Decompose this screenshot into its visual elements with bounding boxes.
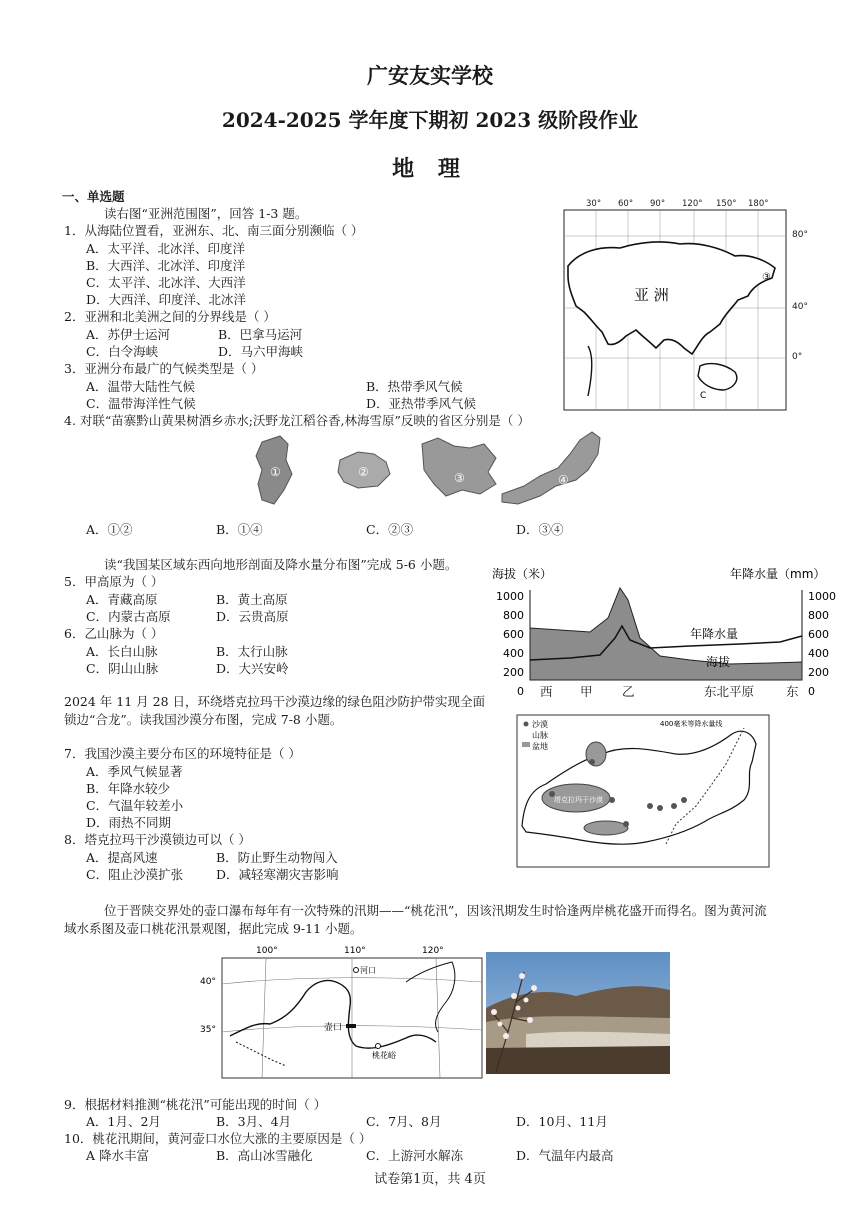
q10-option-c: C．上游河水解冻 bbox=[366, 1148, 464, 1163]
desert-legend-basin: 盆地 bbox=[532, 742, 548, 751]
q9-option-c: C．7月、8月 bbox=[366, 1114, 442, 1129]
intro-7-8-line-2: 锁边“合龙”。读我国沙漠分布图，完成 7-8 小题。 bbox=[64, 712, 343, 727]
profile-right-tick-0: 0 bbox=[808, 685, 815, 698]
q4-option-a: A．①② bbox=[86, 522, 133, 537]
profile-x-west: 西 bbox=[540, 684, 553, 699]
q7-option-c: C．气温年较差小 bbox=[86, 798, 184, 813]
asia-map bbox=[560, 196, 808, 412]
terrain-profile-chart bbox=[490, 560, 850, 700]
province-label-2: ② bbox=[358, 465, 369, 479]
profile-right-tick-200: 200 bbox=[808, 666, 829, 679]
q4-option-b: B．①④ bbox=[216, 522, 263, 537]
q1-option-b: B．大西洋、北冰洋、印度洋 bbox=[86, 258, 246, 273]
exam-title: 2024-2025 学年度下期初 2023 级阶段作业 bbox=[221, 108, 639, 132]
profile-left-tick-1000: 1000 bbox=[496, 590, 524, 603]
yr-lon-110: 110° bbox=[344, 946, 366, 956]
q10-option-d: D．气温年内最高 bbox=[516, 1148, 614, 1163]
profile-right-axis-title: 年降水量（mm） bbox=[730, 567, 826, 581]
q2-option-b: B．巴拿马运河 bbox=[218, 327, 303, 342]
yr-lat-35: 35° bbox=[200, 1025, 216, 1035]
q7-option-d: D．雨热不同期 bbox=[86, 815, 172, 830]
intro-1-3: 读右图“亚洲范围图”，回答 1-3 题。 bbox=[104, 206, 308, 221]
q5-option-a: A．青藏高原 bbox=[86, 592, 158, 607]
profile-left-tick-200: 200 bbox=[503, 666, 524, 679]
q4-option-c: C．②③ bbox=[366, 522, 414, 537]
intro-5-6: 读“我国某区域东西向地形剖面及降水量分布图”完成 5-6 小题。 bbox=[104, 557, 458, 572]
q8-option-a: A．提高风速 bbox=[86, 850, 158, 865]
profile-left-tick-400: 400 bbox=[503, 647, 524, 660]
profile-right-tick-400: 400 bbox=[808, 647, 829, 660]
place-hekou: 河口 bbox=[360, 966, 376, 975]
province-label-4: ④ bbox=[558, 473, 569, 487]
q8-option-d: D．减轻寒潮灾害影响 bbox=[216, 867, 339, 882]
q10-stem: 10．桃花汛期间，黄河壶口水位大涨的主要原因是（ ） bbox=[64, 1131, 372, 1146]
asia-letter-c: C bbox=[700, 391, 707, 401]
q10-option-a: A 降水丰富 bbox=[86, 1148, 150, 1163]
profile-right-tick-800: 800 bbox=[808, 609, 829, 622]
q3-option-c: C．温带海洋性气候 bbox=[86, 396, 196, 411]
q2-option-a: A．苏伊士运河 bbox=[86, 327, 171, 342]
province-label-1: ① bbox=[270, 465, 281, 479]
profile-left-tick-600: 600 bbox=[503, 628, 524, 641]
asia-lon-30: 30° bbox=[586, 199, 602, 209]
elevation-area-label: 海拔 bbox=[706, 655, 731, 669]
profile-x-jia: 甲 bbox=[580, 684, 593, 699]
q6-option-a: A．长白山脉 bbox=[86, 644, 158, 659]
q1-option-a: A．太平洋、北冰洋、印度洋 bbox=[86, 241, 246, 256]
q5-option-c: C．内蒙古高原 bbox=[86, 609, 171, 624]
q4-stem: 4. 对联“苗寨黔山黄果树酒乡赤水;沃野龙江稻谷香,林海雪原”反映的省区分别是（ ） bbox=[64, 413, 530, 428]
yr-lon-100: 100° bbox=[256, 946, 278, 956]
q2-stem: 2．亚洲和北美洲之间的分界线是（ ） bbox=[64, 309, 276, 324]
q3-option-a: A．温带大陆性气候 bbox=[86, 379, 196, 394]
asia-lon-150: 150° bbox=[716, 199, 737, 209]
asia-lat-40: 40° bbox=[792, 302, 808, 312]
q6-option-b: B．太行山脉 bbox=[216, 644, 288, 659]
profile-right-tick-600: 600 bbox=[808, 628, 829, 641]
peach-flood-photo bbox=[486, 952, 670, 1074]
q3-option-b: B．热带季风气候 bbox=[366, 379, 463, 394]
profile-left-tick-0: 0 bbox=[517, 685, 524, 698]
q6-option-d: D．大兴安岭 bbox=[216, 661, 289, 676]
profile-right-tick-1000: 1000 bbox=[808, 590, 836, 603]
q3-stem: 3．亚洲分布最广的气候类型是（ ） bbox=[64, 361, 264, 376]
asia-lon-120: 120° bbox=[682, 199, 703, 209]
q7-option-a: A．季风气候显著 bbox=[86, 764, 183, 779]
profile-x-plain: 东北平原 bbox=[704, 684, 755, 699]
yellow-river-map bbox=[196, 942, 486, 1082]
asia-lon-90: 90° bbox=[650, 199, 666, 209]
q1-stem: 1．从海陆位置看，亚洲东、北、南三面分别濒临（ ） bbox=[64, 223, 364, 238]
desert-legend-sand: 沙漠 bbox=[532, 720, 548, 729]
q4-option-d: D．③④ bbox=[516, 522, 564, 537]
place-taohuayu: 桃花峪 bbox=[372, 1051, 396, 1060]
q8-option-b: B．防止野生动物闯入 bbox=[216, 850, 338, 865]
intro-7-8-line-1: 2024 年 11 月 28 日，环绕塔克拉玛干沙漠边缘的绿色阻沙防护带实现全面 bbox=[64, 694, 485, 709]
q2-option-d: D．马六甲海峡 bbox=[218, 344, 304, 359]
page-footer: 试卷第1页，共 4页 bbox=[374, 1172, 486, 1187]
q5-stem: 5．甲高原为（ ） bbox=[64, 574, 164, 589]
asia-marker-3: ③ bbox=[762, 272, 771, 283]
asia-lat-80: 80° bbox=[792, 230, 808, 240]
intro-9-11-line-2: 域水系图及壶口桃花汛景观图，据此完成 9-11 小题。 bbox=[64, 921, 363, 936]
asia-lon-180: 180° bbox=[748, 199, 769, 209]
province-maps bbox=[240, 424, 620, 520]
q6-option-c: C．阴山山脉 bbox=[86, 661, 159, 676]
profile-left-tick-800: 800 bbox=[503, 609, 524, 622]
province-label-3: ③ bbox=[454, 471, 465, 485]
q9-option-d: D．10月、11月 bbox=[516, 1114, 608, 1129]
q8-option-c: C．阻止沙漠扩张 bbox=[86, 867, 184, 882]
q5-option-b: B．黄土高原 bbox=[216, 592, 288, 607]
q3-option-d: D．亚热带季风气候 bbox=[366, 396, 477, 411]
q7-option-b: B．年降水较少 bbox=[86, 781, 171, 796]
asia-lon-60: 60° bbox=[618, 199, 634, 209]
yr-lat-40: 40° bbox=[200, 977, 216, 987]
q5-option-d: D．云贵高原 bbox=[216, 609, 289, 624]
section-heading: 一、单选题 bbox=[62, 189, 125, 204]
q7-stem: 7．我国沙漠主要分布区的环境特征是（ ） bbox=[64, 746, 301, 761]
subject-title: 地 理 bbox=[392, 156, 468, 182]
profile-x-yi: 乙 bbox=[622, 684, 635, 699]
q8-stem: 8．塔克拉玛干沙漠锁边可以（ ） bbox=[64, 832, 251, 847]
taklimakan-label: 塔克拉玛干沙漠 bbox=[554, 796, 603, 804]
desert-legend-mountain: 山脉 bbox=[532, 731, 548, 740]
profile-x-east: 东 bbox=[786, 684, 799, 699]
q9-option-a: A．1月、2月 bbox=[86, 1114, 161, 1129]
rainfall-line-label: 年降水量 bbox=[690, 627, 739, 641]
desert-distribution-map bbox=[516, 714, 770, 868]
place-hukou: 壶口 bbox=[324, 1023, 343, 1033]
q1-option-d: D．大西洋、印度洋、北冰洋 bbox=[86, 292, 247, 307]
q9-option-b: B．3月、4月 bbox=[216, 1114, 292, 1129]
asia-label: 亚 洲 bbox=[634, 286, 669, 304]
q9-stem: 9．根据材料推测“桃花汛”可能出现的时间（ ） bbox=[64, 1097, 327, 1112]
profile-left-axis-title: 海拔（米） bbox=[492, 567, 553, 581]
q1-option-c: C．太平洋、北冰洋、大西洋 bbox=[86, 275, 246, 290]
asia-lat-0: 0° bbox=[792, 352, 803, 362]
intro-9-11-line-1: 位于晋陕交界处的壶口瀑布每年有一次特殊的汛期——“桃花汛”，因该汛期发生时恰逢两岸桃花盛开而得名。图为黄河流 bbox=[104, 903, 767, 918]
q10-option-b: B．高山冰雪融化 bbox=[216, 1148, 313, 1163]
isohyet-label: 400毫米等降水量线 bbox=[660, 720, 723, 728]
yr-lon-120: 120° bbox=[422, 946, 444, 956]
q6-stem: 6．乙山脉为（ ） bbox=[64, 626, 164, 641]
q2-option-c: C．白令海峡 bbox=[86, 344, 159, 359]
school-title: 广安友实学校 bbox=[367, 63, 493, 88]
